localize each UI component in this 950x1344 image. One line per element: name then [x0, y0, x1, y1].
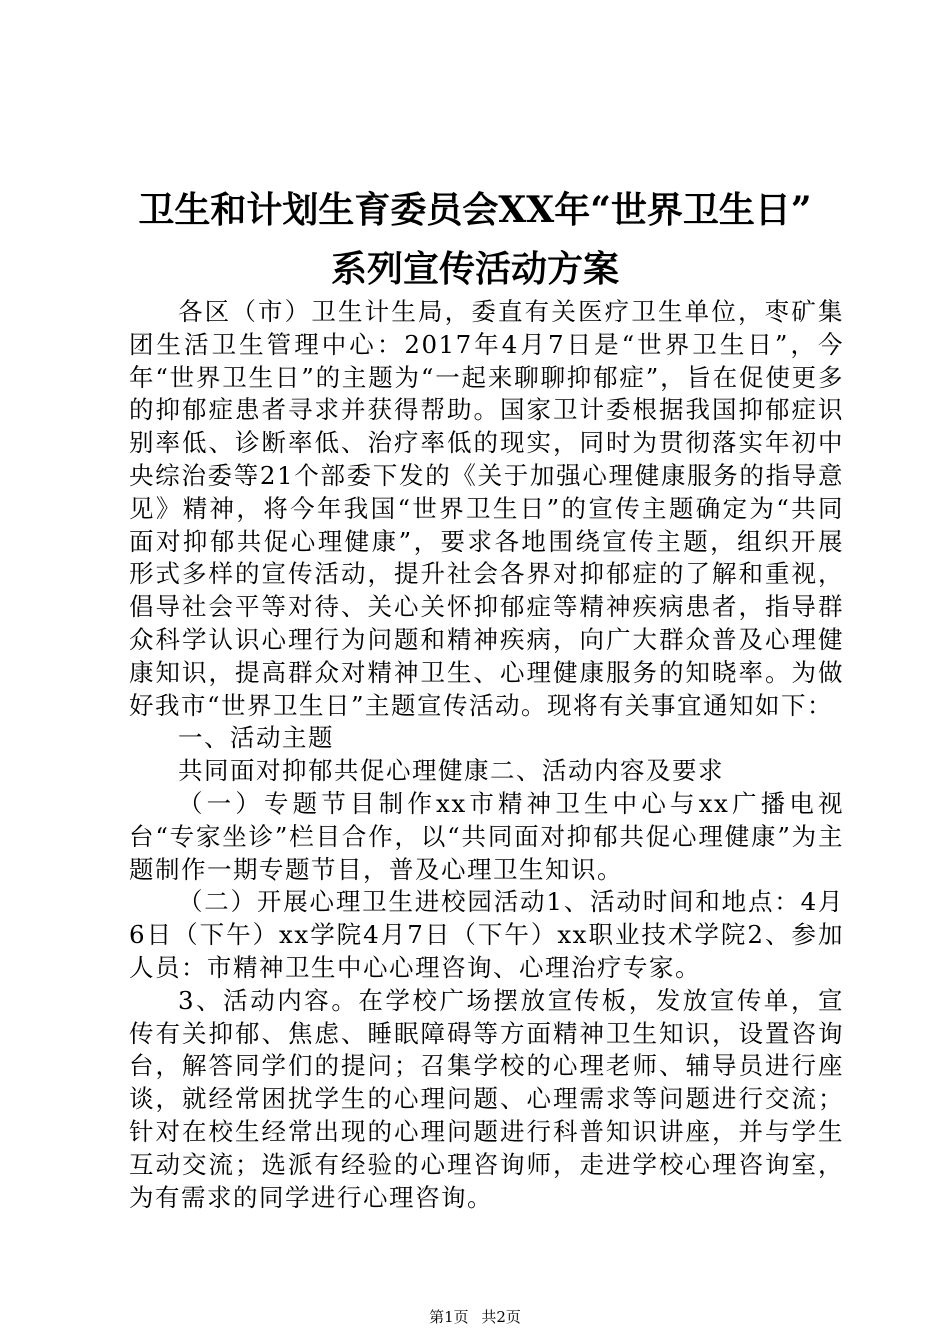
body-paragraph-theme-content: 共同面对抑郁共促心理健康二、活动内容及要求	[178, 756, 724, 786]
body-paragraph-item-3: 3、活动内容。在学校广场摆放宣传板，发放宣传单，宣传有关抑郁、焦虑、睡眠障碍等方面精神卫生知识，设置咨询台，解答同学们的提问；召集学校的心理老师、辅导员进行座谈，就经常困扰学生的心理问题、心理需求等问题进行交流；针对在校生经常出现的心理问题进行科普知识讲座，并与学生互动交流；选派有经验的心理咨询师，走进学校心理咨询室，为有需求的同学进行心理咨询。	[129, 985, 844, 1212]
body-paragraph-item-1: （一）专题节目制作xx市精神卫生中心与xx广播电视台“专家坐诊”栏目合作，以“共同面对抑郁共促心理健康”为主题制作一期专题节目，普及心理卫生知识。	[129, 788, 844, 884]
body-paragraph-section-theme: 一、活动主题	[178, 723, 334, 753]
page-number-total: 共2页	[481, 1308, 521, 1326]
page-number-current: 第1页	[429, 1308, 469, 1326]
body-paragraph-intro: 各区（市）卫生计生局，委直有关医疗卫生单位，枣矿集团生活卫生管理中心：2017年4月7日是“世界卫生日”，今年“世界卫生日”的主题为“一起来聊聊抑郁症”，旨在促使更多的抑郁症患者寻求并获得帮助。国家卫计委根据我国抑郁症识别率低、诊断率低、治疗率低的现实，同时为贯彻落实年初中央综治委等21个部委下发的《关于加强心理健康服务的指导意见》精神，将今年我国“世界卫生日”的宣传主题确定为“共同面对抑郁共促心理健康”，要求各地围绕宣传主题，组织开展形式多样的宣传活动，提升社会各界对抑郁症的了解和重视，倡导社会平等对待、关心关怀抑郁症等精神疾病患者，指导群众科学认识心理行为问题和精神疾病，向广大群众普及心理健康知识，提高群众对精神卫生、心理健康服务的知晓率。为做好我市“世界卫生日”主题宣传活动。现将有关事宜通知如下：	[129, 297, 844, 720]
page-footer	[0, 1307, 950, 1327]
body-paragraph-item-2: （二）开展心理卫生进校园活动1、活动时间和地点：4月6日（下午）xx学院4月7日（下午）xx职业技术学院2、参加人员：市精神卫生中心心理咨询、心理治疗专家。	[129, 887, 844, 982]
document-body	[129, 296, 844, 1214]
document-title-line-1: 卫生和计划生育委员会XX年“世界卫生日”	[138, 189, 812, 231]
document-title-line-2: 系列宣传活动方案	[330, 248, 619, 290]
